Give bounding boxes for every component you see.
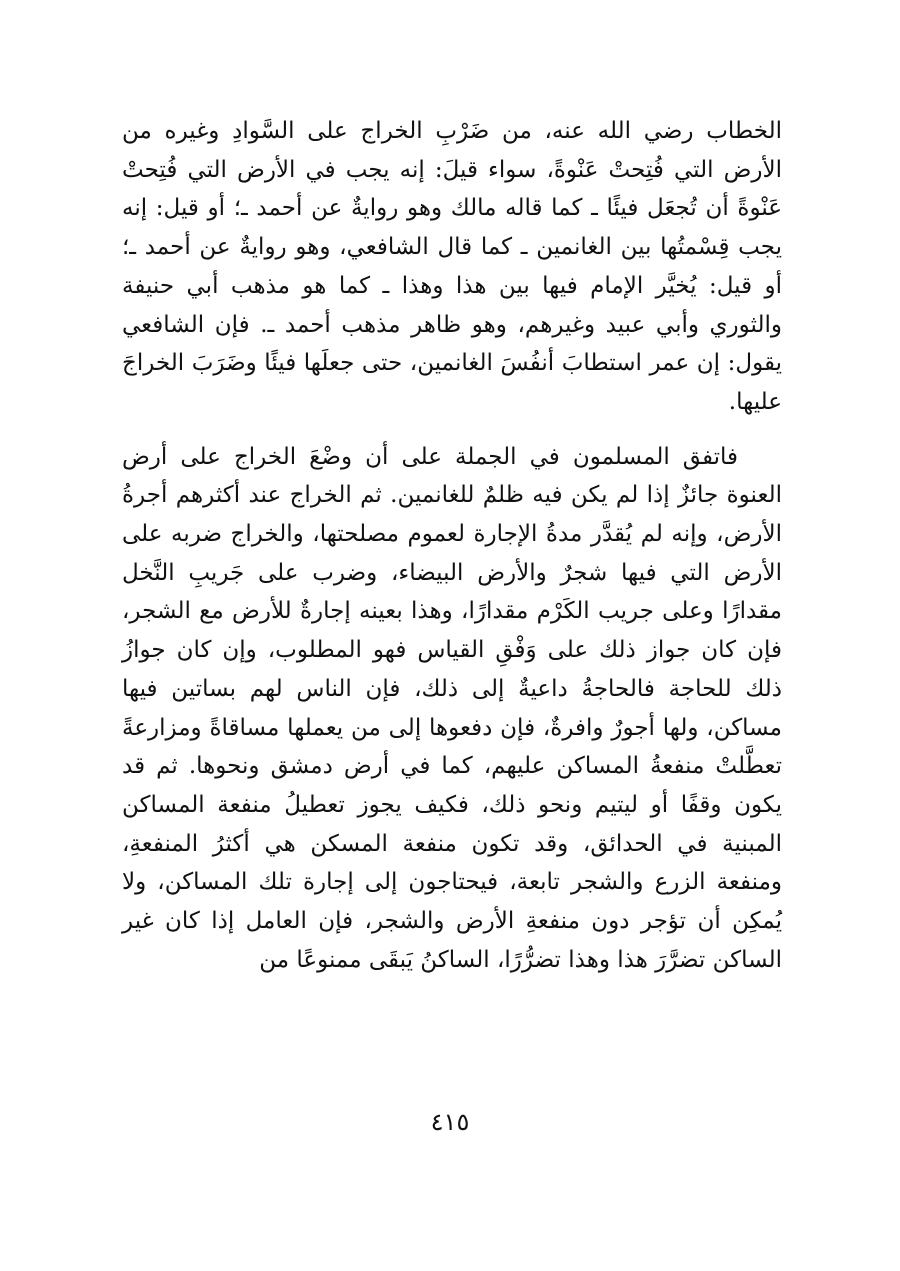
paragraph-1: الخطاب رضي الله عنه، من ضَرْبِ الخراج على السَّوادِ وغيره من الأرض التي فُتِحتْ عَنْوةً، سواء قيلَ: إنه يجب في الأرض التي فُتِحتْ عَنْوةً أن تُجعَل فيئًا ـ كما قاله مالك وهو روايةٌ عن أحمد ـ؛ أو قيل: إنه يجب قِسْمتُها بين الغانمين ـ كما قال الشافعي، وهو روايةٌ عن أحمد ـ؛ أو قيل: يُخيَّر الإمام فيها بين هذا وهذا ـ كما هو مذهب أبي حنيفة والثوري وأبي عبيد وغيرهم، وهو ظاهر مذهب أحمد ـ. فإن الشافعي يقول: إن عمر استطابَ أنفُسَ الغانمين، حتى جعلَها فيئًا وضَرَبَ الخراجَ عليها.	[122, 118, 782, 415]
page-body	[122, 112, 782, 979]
page-number: ٤١٥	[430, 1108, 470, 1136]
paragraph-2: فاتفق المسلمون في الجملة على أن وضْعَ الخراج على أرض العنوة جائزٌ إذا لم يكن فيه ظلمٌ للغانمين. ثم الخراج عند أكثرهم أجرةُ الأرض، وإنه لم يُقدَّر مدةُ الإجارة لعموم مصلحتها، والخراج ضربه على الأرض التي فيها شجرٌ والأرض البيضاء، وضرب على جَريبِ النَّخل مقدارًا وعلى جريب الكَرْم مقدارًا، وهذا بعينه إجارةٌ للأرض مع الشجر، فإن كان جواز ذلك على وَفْقِ القياس فهو المطلوب، وإن كان جوازُ ذلك للحاجة فالحاجةُ داعيةٌ إلى ذلك، فإن الناس لهم بساتين فيها مساكن، ولها أجورٌ وافرةٌ، فإن دفعوها إلى من يعملها مساقاةً ومزارعةً تعطَّلتْ منفعةُ المساكن عليهم، كما في أرض دمشق ونحوها. ثم قد يكون وقفًا أو ليتيم ونحو ذلك، فكيف يجوز تعطيلُ منفعة المساكن المبنية في الحدائق، وقد تكون منفعة المسكن هي أكثرُ المنفعةِ، ومنفعة الزرع والشجر تابعة، فيحتاجون إلى إجارة تلك المساكن، ولا يُمكِن أن تؤجر دون منفعةِ الأرض والشجر، فإن العامل إذا كان غير الساكن تضرَّرَ هذا وهذا تضرُّرًا، الساكنُ يَبقَى ممنوعًا من	[122, 443, 782, 973]
